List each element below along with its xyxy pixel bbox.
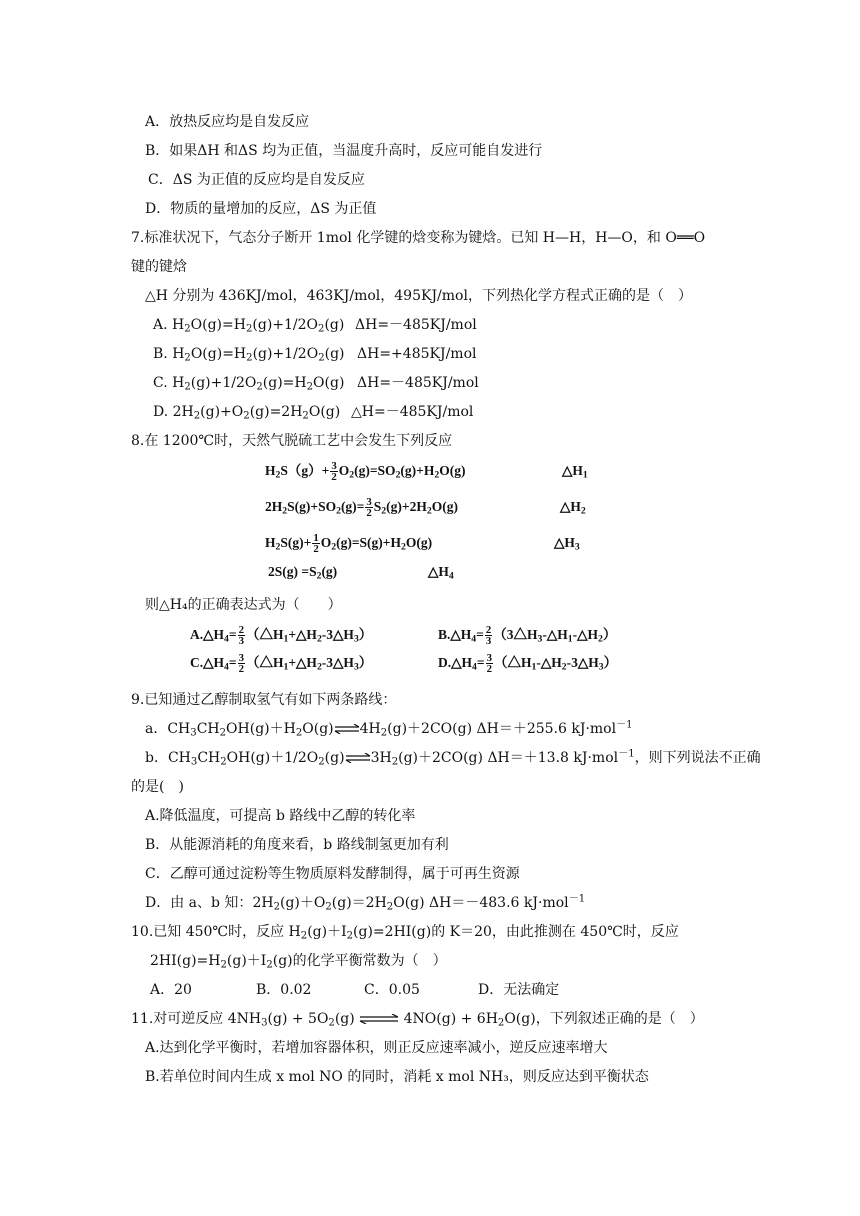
q9-route-b-dh: ΔH＝＋13.8 kJ·mol bbox=[487, 750, 619, 766]
q7-stem-line3: △H 分别为 436KJ/mol，463KJ/mol，495KJ/mol，下列热化学方程式正确的是（ ） bbox=[145, 288, 692, 304]
q8-reaction-4: $2S(g) =S_2(g)$ $\triangle H_4$ bbox=[268, 564, 454, 582]
q9-route-b-cont: 的是( ) bbox=[131, 779, 184, 795]
q9-route-b-tail: ，则下列说法不正确 bbox=[634, 750, 761, 766]
q6-option-a: A．放热反应均是自发反应 bbox=[145, 114, 310, 130]
q11-stem: 11.对可逆反应 $4NH_3(g) + 5O_2(g) 4NO(g) + 6H_2O(g)$，下列叙述正确的是（ ） bbox=[131, 1011, 704, 1029]
q10-stem-prefix: 10.已知 450℃时，反应 bbox=[131, 924, 285, 940]
q7-option-a-dh: ΔH=－485KJ/mol bbox=[355, 317, 477, 333]
q9-option-d: D．由 a、b 知：$2H_2(g)+O_2(g)=2H_2O(g)$ ΔH＝－483.6 kJ·mol$^{-1}$ bbox=[145, 893, 586, 913]
q11-option-a: A.达到化学平衡时，若增加容器体积，则正反应速率减小，逆反应速率增大 bbox=[145, 1040, 608, 1056]
q9-route-b: b．$CH_3CH_2OH(g)+1/2O_2(g)$ $3H_2(g)+2CO(g)$ ΔH＝＋13.8 kJ·mol$^{-1}$，则下列说法不正确 bbox=[145, 748, 761, 768]
q7-option-c: C. $H_2(g)+1/2O_2(g)=H_2O(g)$ ΔH=－485KJ/mol bbox=[153, 375, 479, 393]
equilibrium-arrow-icon bbox=[345, 753, 371, 763]
q9-option-d-prefix: D．由 a、b 知： bbox=[145, 895, 253, 911]
q11-stem-suffix: ，下列叙述正确的是（ ） bbox=[535, 1011, 704, 1027]
q10-option-c: C．0.05 bbox=[364, 982, 420, 998]
q6-option-c: C．ΔS 为正值的反应均是自发反应 bbox=[148, 172, 365, 188]
q9-route-a: a．$CH_3CH_2OH(g)+H_2O(g)$ $4H_2(g)+2CO(g)$ ΔH＝＋255.6 kJ·mol$^{-1}$ bbox=[145, 719, 633, 739]
q7-option-d: D. $2H_2(g)+O_2(g)=2H_2O(g)$ △H=－485KJ/mol bbox=[153, 404, 474, 422]
q8-option-a: $A.\triangle H_4=$ $\frac{2}{3}$ $(\triangle H_1+\triangle H_2-3\triangle H_3)$ bbox=[190, 623, 373, 648]
q10-option-a: A．20 bbox=[150, 982, 192, 998]
q7-option-b: B. $H_2O(g)=H_2(g)+1/2O_2(g)$ ΔH=+485KJ/mol bbox=[153, 346, 477, 364]
q10-stem-line2-suffix: 的化学平衡常数为（ ） bbox=[292, 953, 447, 969]
q7-option-b-dh: ΔH=+485KJ/mol bbox=[357, 346, 477, 362]
q6-option-d: D．物质的量增加的反应，ΔS 为正值 bbox=[145, 201, 377, 217]
q10-option-b: B．0.02 bbox=[256, 982, 312, 998]
q8-question: 则△H₄的正确表达式为（ ） bbox=[145, 597, 342, 613]
q10-option-d: D．无法确定 bbox=[478, 982, 560, 998]
q8-option-b: $B.\triangle H_4=$ $\frac{2}{3}$ $(3\triangle H_3-\triangle H_1-\triangle H_2)$ bbox=[438, 623, 617, 648]
q10-stem-suffix: 的 K＝20，由此推测在 450℃时，反应 bbox=[431, 924, 679, 940]
q7-stem-line1: 7.标准状况下，气态分子断开 1mol 化学键的焓变称为键焓。已知 H—H，H—O，和 O══O bbox=[131, 230, 706, 246]
q7-option-d-dh: △H=－485KJ/mol bbox=[351, 404, 474, 420]
q8-reaction-2: $2H_2S(g)+SO_2(g)=$ $\frac{3}{2}$ $S_2(g)+2H_2O(g)$ $\triangle H_2$ bbox=[265, 495, 586, 520]
q8-stem: 8.在 1200℃时，天然气脱硫工艺中会发生下列反应 bbox=[131, 433, 453, 449]
q9-stem: 9.已知通过乙醇制取氢气有如下两条路线： bbox=[131, 692, 397, 708]
q10-stem-line2: $2HI(g)=H_2(g)+I_2(g)$的化学平衡常数为（ ） bbox=[150, 953, 447, 971]
equilibrium-arrow-icon bbox=[334, 724, 360, 734]
q7-option-a: A. $H_2O(g)=H_2(g)+1/2O_2(g)$ ΔH=－485KJ/mol bbox=[153, 317, 477, 335]
q9-route-a-dh: ΔH＝＋255.6 kJ·mol bbox=[476, 721, 617, 737]
q10-stem: 10.已知 450℃时，反应 $H_2(g)+I_2(g)=2HI(g)$的 K＝20，由此推测在 450℃时，反应 bbox=[131, 924, 679, 942]
q8-reaction-1: $H_2S(g)+$ $\frac{3}{2}$ $O_2(g)=SO_2(g)+H_2O(g)$ $\triangle H_1$ bbox=[265, 459, 588, 484]
q8-option-d: $D.\triangle H_4=$ $\frac{3}{2}$ $(\triangle H_1-\triangle H_2-3\triangle H_3)$ bbox=[438, 651, 618, 676]
q9-option-a: A.降低温度，可提高 b 路线中乙醇的转化率 bbox=[145, 808, 416, 824]
q9-option-d-dh: ΔH＝－483.6 kJ·mol bbox=[429, 895, 569, 911]
q11-option-b: B.若单位时间内生成 x mol NO 的同时，消耗 x mol NH₃，则反应达到平衡状态 bbox=[145, 1069, 649, 1085]
q8-option-c: $C.\triangle H_4=$ $\frac{3}{2}$ $(\triangle H_1+\triangle H_2-3\triangle H_3)$ bbox=[190, 651, 373, 676]
q7-stem-line2: 键的键焓 bbox=[131, 259, 187, 275]
equilibrium-arrow-icon bbox=[359, 1014, 399, 1024]
q8-reaction-3: $H_2S(g)+$ $\frac{1}{2}$ $O_2(g)=S(g)+H_2O(g)$ $\triangle H_3$ bbox=[265, 531, 580, 556]
q6-option-b: B．如果ΔH 和ΔS 均为正值，当温度升高时，反应可能自发进行 bbox=[145, 143, 543, 159]
q11-stem-prefix: 11.对可逆反应 bbox=[131, 1011, 224, 1027]
q9-option-c: C．乙醇可通过淀粉等生物质原料发酵制得，属于可再生资源 bbox=[145, 866, 520, 882]
q9-option-b: B．从能源消耗的角度来看，b 路线制氢更加有利 bbox=[145, 837, 449, 853]
q7-option-c-dh: ΔH=－485KJ/mol bbox=[357, 375, 479, 391]
